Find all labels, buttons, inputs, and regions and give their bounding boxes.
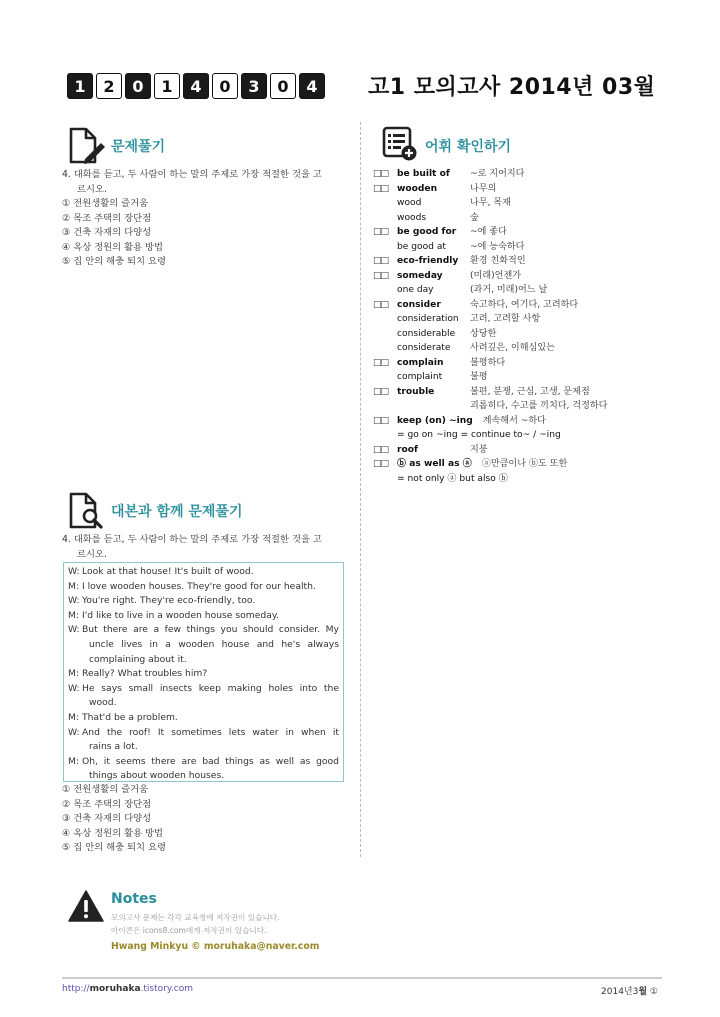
option-item[interactable]: ④ 옥상 정원의 활용 방법: [62, 241, 163, 253]
id-digit-box: 0: [270, 73, 296, 99]
dialog-text: But there are a few things you should consider. My: [82, 624, 339, 636]
dialog-line: [68, 726, 339, 741]
checkbox-icon[interactable]: □□: [373, 270, 389, 281]
vocab-row: [373, 428, 673, 443]
dialog-text: Look at that house! It's built of wood.: [82, 566, 254, 577]
id-digit-box: 1: [154, 73, 180, 99]
dialog-line: [68, 609, 339, 624]
speaker-label: W:: [68, 566, 80, 577]
url-prefix: http://: [62, 984, 90, 994]
id-digit-box: 1: [67, 73, 93, 99]
document-search-icon: [68, 492, 106, 530]
speaker-label: [68, 638, 89, 653]
vocab-row: [373, 457, 673, 472]
dialog-text: Really? What troubles him?: [82, 668, 208, 680]
checkbox-icon[interactable]: [373, 283, 397, 298]
question-line: 르시오.: [77, 183, 107, 195]
speaker-label: W:: [68, 624, 80, 636]
options-list: [62, 197, 166, 270]
vocab-meaning: 나무의: [470, 183, 497, 194]
vocab-word: be built of: [397, 169, 450, 179]
page-bold: 월: [638, 987, 648, 997]
speaker-label: [68, 653, 89, 668]
vocab-word: consider: [397, 299, 441, 310]
vocab-word: = not only ⓐ but also ⓑ: [397, 473, 508, 484]
question-line: 르시오.: [77, 548, 107, 560]
vocab-row: [373, 327, 673, 342]
dialog-line: [68, 711, 339, 726]
speaker-label: W:: [68, 595, 80, 607]
vocab-word: someday: [397, 270, 443, 281]
vocab-word: be good for: [397, 227, 457, 237]
footer-page-number: [601, 984, 658, 997]
option-item[interactable]: ④ 옥상 정원의 활용 방법: [62, 827, 163, 839]
vocab-row: [373, 414, 673, 429]
author-credit: Hwang Minkyu © moruhaka@naver.com: [111, 941, 320, 952]
vocab-meaning: (과거, 미래)어느 날: [470, 285, 548, 295]
checkbox-icon[interactable]: □□: [373, 227, 389, 237]
checkbox-icon[interactable]: [373, 428, 397, 443]
vocab-row: [373, 443, 673, 458]
dialog-line: [68, 565, 339, 580]
vocab-meaning: (미래)언젠가: [470, 270, 522, 281]
checkbox-icon[interactable]: □□: [373, 256, 389, 266]
vocab-word: complain: [397, 357, 444, 368]
checkbox-icon[interactable]: [373, 327, 397, 342]
vocab-row: [373, 298, 673, 313]
speaker-label: W:: [68, 726, 80, 738]
vocab-word: one day: [397, 285, 434, 295]
checkbox-icon[interactable]: □□: [373, 386, 389, 397]
checkbox-icon[interactable]: □□: [373, 415, 389, 426]
dialog-text: I'd like to live in a wooden house someday.: [82, 609, 279, 621]
speaker-label: M:: [68, 580, 80, 592]
vocab-word: [397, 399, 470, 414]
checkbox-icon[interactable]: [373, 399, 397, 414]
question-line: 4. 대화를 듣고, 두 사람이 하는 말의 주제로 가장 적절한 것을 고: [62, 534, 322, 545]
section-title-script: 대본과 함께 문제풀기: [111, 504, 243, 520]
page-prefix: 2014년3: [601, 987, 639, 997]
option-item[interactable]: ① 전원생활의 즐거움: [62, 198, 149, 209]
vocab-word: = go on ~ing = continue to~ / ~ing: [397, 430, 561, 440]
dialog-line: [68, 740, 339, 755]
vocab-row: [373, 312, 673, 327]
dialog-text: That'd be a problem.: [82, 711, 178, 723]
vocab-word: considerate: [397, 343, 451, 353]
dialog-text: wood.: [89, 697, 117, 709]
column-divider: [360, 122, 361, 857]
option-item[interactable]: ② 목조 주택의 장단점: [62, 212, 152, 224]
vocab-row: [373, 211, 673, 226]
page-num: ①: [647, 987, 658, 997]
checkbox-icon[interactable]: □□: [373, 183, 389, 194]
dialog-line: [68, 696, 339, 711]
dialog-text: And the roof! It sometimes lets water in when it: [82, 726, 339, 738]
vocab-meaning: 나무, 목재: [470, 198, 511, 208]
option-item[interactable]: ③ 건축 자재의 다양성: [62, 813, 152, 824]
speaker-label: [68, 696, 89, 711]
dialog-line: [68, 623, 339, 638]
dialog-line: [68, 755, 339, 770]
dialog-text: uncle lives in a wooden house and he's always: [89, 638, 339, 650]
dialog-line: [68, 580, 339, 595]
dialog-line: [68, 653, 339, 668]
url-bold: moruhaka: [89, 984, 141, 994]
vocab-meaning: 불편, 분쟁, 근심, 고생, 문제점: [470, 386, 590, 397]
dialog-text: Oh, it seems there are bad things as well as good: [82, 755, 339, 767]
vocab-row: [373, 269, 673, 284]
list-add-icon: [382, 126, 418, 162]
vocab-list: [373, 167, 673, 486]
footer-divider: [62, 977, 662, 979]
option-item[interactable]: ① 전원생활의 즐거움: [62, 784, 149, 795]
vocab-meaning: 사려깊은, 이해심있는: [470, 343, 555, 353]
checkbox-icon[interactable]: □□: [373, 459, 389, 469]
vocab-row: [373, 240, 673, 255]
vocab-word: woods: [397, 212, 427, 223]
speaker-label: M:: [68, 755, 80, 767]
dialog-line: [68, 594, 339, 609]
section-title-vocab: 어휘 확인하기: [425, 139, 512, 155]
option-item[interactable]: ③ 건축 자재의 다양성: [62, 227, 152, 238]
speaker-label: [68, 769, 89, 784]
checkbox-icon[interactable]: [373, 211, 397, 226]
vocab-row: [373, 167, 673, 182]
notes-title: Notes: [111, 891, 157, 907]
question-text: [62, 533, 346, 562]
vocab-meaning: 지붕: [470, 444, 488, 455]
vocab-word: eco-friendly: [397, 256, 459, 266]
option-item[interactable]: ⑤ 집 안의 해충 퇴치 요령: [62, 842, 166, 853]
vocab-row: [373, 341, 673, 356]
checkbox-icon[interactable]: [373, 341, 397, 356]
checkbox-icon[interactable]: [373, 240, 397, 255]
dialog-line: [68, 682, 339, 697]
vocab-word: wood: [397, 198, 422, 208]
vocab-meaning: 불평: [470, 372, 488, 382]
vocab-row: [373, 370, 673, 385]
vocab-row: [373, 283, 673, 298]
checkbox-icon[interactable]: □□: [373, 357, 389, 368]
id-digit-box: 4: [183, 73, 209, 99]
checkbox-icon[interactable]: [373, 312, 397, 327]
vocab-meaning: 숙고하다, 여기다, 고려하다: [470, 299, 579, 310]
notes-line: 아이콘은 icons8.com에게 저작권이 있습니다.: [111, 926, 267, 935]
vocab-word: be good at: [397, 241, 446, 252]
option-item[interactable]: ⑤ 집 안의 해충 퇴치 요령: [62, 256, 166, 267]
id-digit-box: 2: [96, 73, 122, 99]
checkbox-icon[interactable]: □□: [373, 444, 389, 455]
checkbox-icon[interactable]: [373, 370, 397, 385]
dialog-text: He says small insects keep making holes into the: [82, 682, 339, 694]
vocab-meaning: 불평하다: [470, 357, 506, 368]
id-digit-box: 3: [241, 73, 267, 99]
vocab-row: [373, 385, 673, 400]
vocab-word: roof: [397, 444, 418, 455]
vocab-word: keep (on) ~ing: [397, 415, 473, 426]
question-line: 4. 대화를 듣고, 두 사람이 하는 말의 주제로 가장 적절한 것을 고: [62, 169, 322, 180]
warning-icon: [68, 890, 104, 922]
options-list: [62, 783, 166, 856]
document-pencil-icon: [68, 127, 106, 165]
exam-title: 고1 모의고사 2014년 03월: [368, 75, 656, 100]
dialog-box: [63, 562, 344, 782]
speaker-label: M:: [68, 668, 80, 680]
vocab-meaning: ~에 좋다: [470, 227, 507, 237]
notes-line: 모의고사 문제는 각각 교육청에 저작권이 있습니다.: [111, 913, 280, 922]
vocab-word: ⓑ as well as ⓐ: [397, 459, 472, 469]
dialog-line: [68, 638, 339, 653]
dialog-text: rains a lot.: [89, 741, 138, 753]
url-suffix: .tistory.com: [140, 984, 193, 994]
option-item[interactable]: ② 목조 주택의 장단점: [62, 798, 152, 810]
vocab-word: consideration: [397, 314, 459, 324]
vocab-meaning: 숲: [470, 212, 479, 223]
vocab-word: trouble: [397, 386, 435, 397]
id-digit-box: 4: [299, 73, 325, 99]
checkbox-icon[interactable]: [373, 196, 397, 211]
speaker-label: [68, 740, 89, 755]
checkbox-icon[interactable]: □□: [373, 299, 389, 310]
speaker-label: W:: [68, 682, 80, 694]
vocab-row: [373, 196, 673, 211]
vocab-meaning: 계속해서 ~하다: [482, 415, 546, 426]
vocab-row: [373, 472, 673, 487]
vocab-row: [373, 254, 673, 269]
dialog-text: things about wooden houses.: [89, 770, 225, 782]
vocab-meaning: 상당한: [470, 328, 497, 339]
vocab-word: complaint: [397, 372, 443, 382]
dialog-text: I love wooden houses. They're good for our health.: [82, 580, 316, 592]
vocab-meaning: 괴롭히다, 수고를 끼치다, 걱정하다: [470, 401, 608, 411]
vocab-word: wooden: [397, 183, 438, 194]
dialog-line: [68, 667, 339, 682]
vocab-row: [373, 399, 673, 414]
vocab-row: [373, 182, 673, 197]
speaker-label: M:: [68, 609, 80, 621]
exam-id-boxes: [67, 73, 328, 103]
dialog-line: [68, 769, 339, 784]
vocab-row: [373, 356, 673, 371]
checkbox-icon[interactable]: □□: [373, 169, 389, 179]
vocab-meaning: ~로 지어지다: [470, 169, 525, 179]
dialog-text: You're right. They're eco-friendly, too.: [82, 595, 256, 607]
vocab-word: considerable: [397, 328, 456, 339]
vocab-row: [373, 225, 673, 240]
id-digit-box: 0: [125, 73, 151, 99]
id-digit-box: 0: [212, 73, 238, 99]
question-text: [62, 168, 346, 197]
vocab-meaning: ⓐ만큼이나 ⓑ도 또한: [481, 459, 568, 469]
speaker-label: M:: [68, 711, 80, 723]
vocab-meaning: ~에 능숙하다: [470, 241, 525, 252]
vocab-meaning: 환경 친화적인: [470, 256, 526, 266]
dialog-text: complaining about it.: [89, 653, 187, 665]
section-title-problem: 문제풀기: [111, 139, 166, 155]
vocab-meaning: 고려, 고려할 사항: [470, 314, 541, 324]
checkbox-icon[interactable]: [373, 472, 397, 487]
footer-url-link[interactable]: [62, 984, 193, 994]
